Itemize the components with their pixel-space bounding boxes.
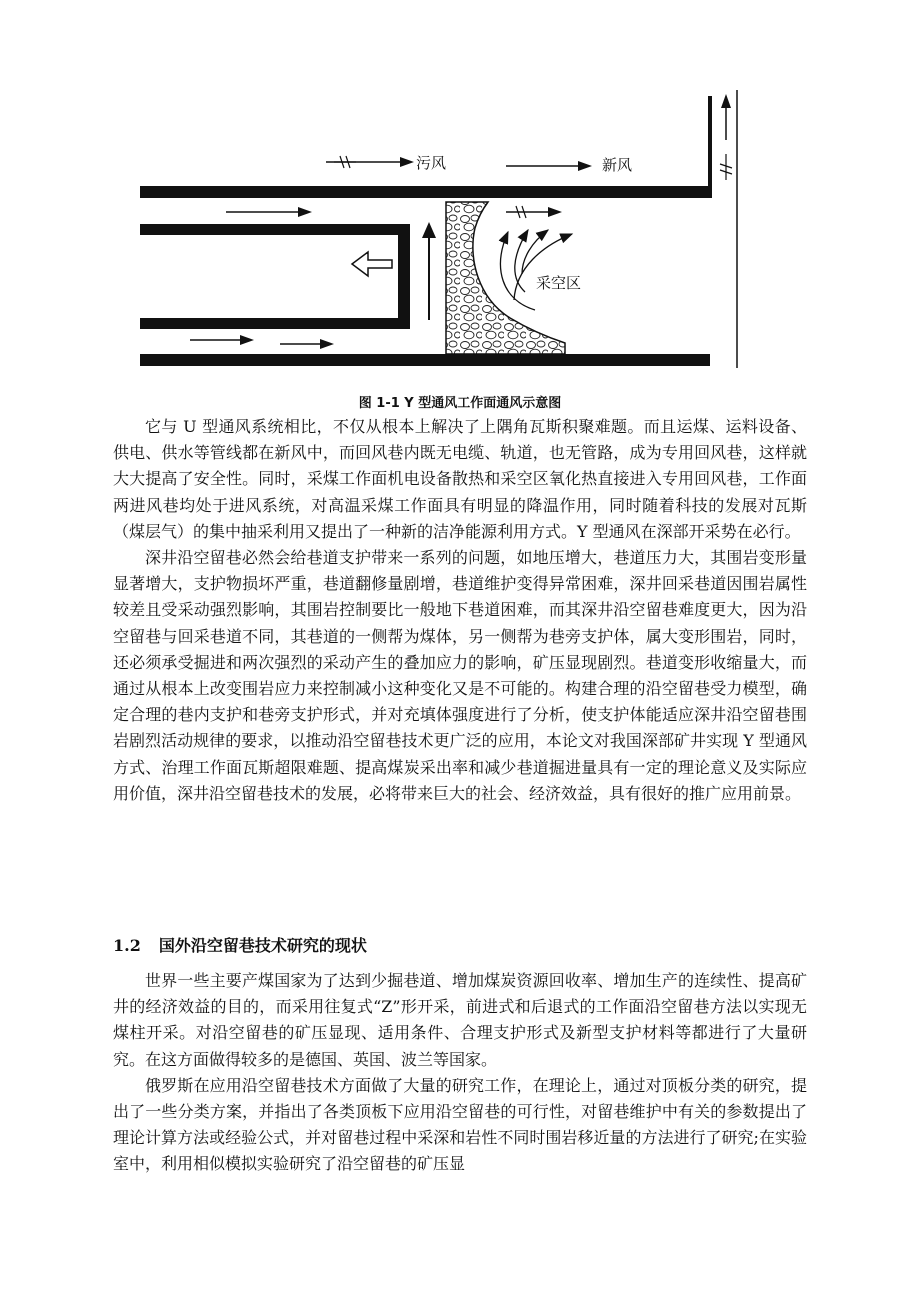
- return-air-arrowhead: [400, 157, 414, 167]
- bottom-intake-arrowhead-1: [240, 335, 254, 345]
- face-up-arrowhead: [422, 222, 436, 238]
- shaft-down-arrowhead: [721, 94, 731, 108]
- bottom-intake-arrowhead-2: [320, 339, 334, 349]
- middle-roadway-wall-upper: [140, 224, 410, 235]
- paragraph-3: 世界一些主要产煤国家为了达到少掘巷道、增加煤炭资源回收率、增加生产的连续性、提高矿井的经济效益的目的，而采用往复式“Z”形开采，前进式和后退式的工作面沿空留巷方法以实现无煤柱开采。对沿空留巷的矿压显现、适用条件、合理支护形式及新型支护材料等都进行了大量研究。在这方面做得较多的是德国、英国、波兰等国家。: [113, 971, 807, 1069]
- section-heading: [113, 933, 367, 956]
- bottom-roadway-wall-lower: [140, 354, 710, 366]
- shaft-regulator-mark: [720, 154, 732, 180]
- paragraph-4: 俄罗斯在应用沿空留巷技术方面做了大量的研究工作，在理论上，通过对顶板分类的研究，提出了一些分类方案，并指出了各类顶板下应用沿空留巷的可行性，对留巷维护中有关的参数提出了理论计算方法或经验公式，并对留巷过程中采深和岩性不同时围岩移近量的方法进行了研究;在实验室中，利用相似模拟实验研究了沿空留巷的矿压显: [113, 1075, 807, 1174]
- label-xin-feng: 新风: [602, 156, 633, 174]
- top-roadway-wall-upper: [140, 186, 710, 198]
- body-text-block-1: [113, 414, 807, 807]
- fresh-air-arrowhead: [578, 161, 592, 171]
- middle-roadway-end-wall: [398, 224, 410, 329]
- airflow-arrow-1: [501, 232, 535, 310]
- figure-caption: 图 1-1 Y 型通风工作面通风示意图: [358, 396, 562, 411]
- return-air-regulator-mark: [334, 156, 356, 168]
- right-shaft-wall: [708, 96, 712, 198]
- label-cai-kong-qu: 采空区: [536, 274, 582, 292]
- paragraph-2: 深井沿空留巷必然会给巷道支护带来一系列的问题，如地压增大，巷道压力大，其围岩变形量显著增大，支护物损坏严重，巷道翻修量剧增，巷道维护变得异常困难，深井回采巷道因围岩属性较差且受采动强烈影响，其围岩控制要比一般地下巷道困难，而其深井沿空留巷难度更大，因为沿空留巷与回采巷道不同，其巷道的一侧帮为煤体，另一侧帮为巷旁支护体，属大变形围岩，同时，还必须承受掘进和两次强烈的采动产生的叠加应力的影响，矿压显现剧烈。巷道变形收缩量大，而通过从根本上改变围岩应力来控制减小这种变化又是不可能的。构建合理的沿空留巷受力模型，确定合理的巷内支护和巷旁支护形式，并对充填体强度进行了分析，使支护体能适应深井沿空留巷围岩剧烈活动规律的要求，以推动沿空留巷技术更广泛的应用，本论文对我国深部矿井实现 Y 型通风方式、治理工作面瓦斯超限难题、提高煤炭采出率和减少巷道掘进量具有一定的理论意义及实际应用价值，深井沿空留巷技术的发展，必将带来巨大的社会、经济效益，具有很好的推广应用前景。: [113, 548, 807, 803]
- hollow-left-arrow: [352, 252, 392, 276]
- airflow-arrow-2: [515, 230, 528, 292]
- face-return-arrowhead: [548, 207, 562, 217]
- ventilation-diagram: [130, 88, 750, 378]
- label-wu-feng: 污风: [416, 154, 447, 172]
- ventilation-diagram-svg: [130, 88, 750, 378]
- body-text-block-2: [113, 968, 807, 1178]
- section-title-text: 国外沿空留巷技术研究的现状: [158, 936, 367, 955]
- middle-roadway-wall-lower: [140, 318, 410, 329]
- paragraph-1: 它与 U 型通风系统相比，不仅从根本上解决了上隅角瓦斯积聚难题。而且运煤、运料设备、供电、供水等管线都在新风中，而回风巷内既无电缆、轨道，也无管路，成为专用回风巷，这样就大大提高了安全性。同时，采煤工作面机电设备散热和采空区氧化热直接进入专用回风巷，工作面两进风巷均处于进风系统，对高温采煤工作面具有明显的降温作用，同时随着科技的发展对瓦斯（煤层气）的集中抽采利用又提出了一种新的洁净能源利用方式。Y 型通风在深部开采势在必行。: [113, 417, 807, 541]
- middle-roadway-arrowhead: [298, 207, 312, 217]
- section-number: 1.2: [113, 936, 141, 955]
